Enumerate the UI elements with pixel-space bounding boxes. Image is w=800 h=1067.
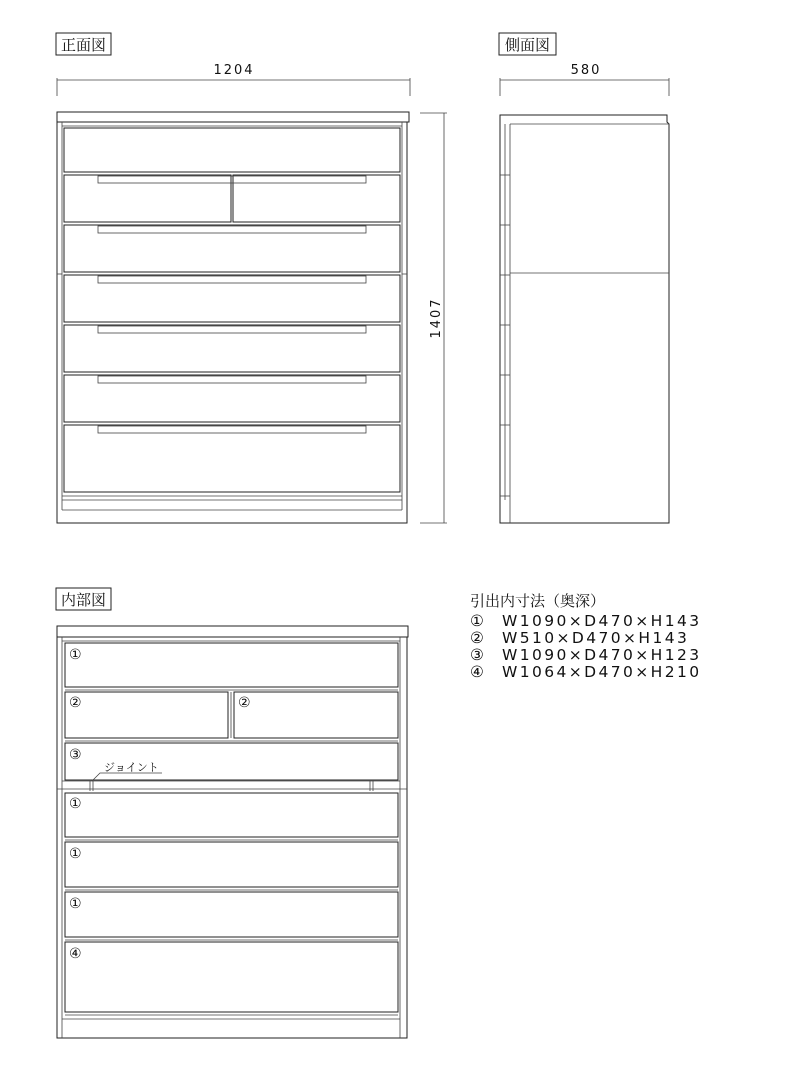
interior-mark-5: ① bbox=[69, 796, 82, 812]
front-drawer-3-handle bbox=[98, 226, 366, 233]
drawer-spec-mark: ③ bbox=[470, 646, 484, 664]
drawer-spec-list bbox=[470, 590, 702, 681]
front-drawer-5 bbox=[64, 325, 400, 372]
drawer-spec-size: W1090×D470×H123 bbox=[502, 646, 702, 664]
front-drawer-1 bbox=[64, 128, 400, 172]
joint-label: ジョイント bbox=[104, 761, 159, 774]
front-drawer-2-left bbox=[64, 175, 231, 222]
drawer-spec-mark: ② bbox=[470, 629, 484, 647]
interior-drawer-1 bbox=[65, 643, 398, 687]
front-drawer-7 bbox=[64, 425, 400, 492]
interior-mark-2: ② bbox=[69, 695, 82, 711]
front-height-value: 1407 bbox=[429, 297, 444, 339]
interior-drawer-7 bbox=[65, 942, 398, 1012]
drawer-spec-mark: ④ bbox=[470, 663, 484, 681]
interior-mark-3: ② bbox=[238, 695, 251, 711]
front-width-dimension bbox=[57, 63, 410, 96]
front-top-plate bbox=[57, 112, 409, 122]
drawer-spec-items bbox=[470, 613, 702, 681]
drawer-spec-size: W1090×D470×H143 bbox=[502, 612, 702, 630]
drawer-spec-size: W1064×D470×H210 bbox=[502, 663, 702, 681]
drawer-spec-item bbox=[470, 630, 702, 647]
front-drawer-4 bbox=[64, 275, 400, 322]
front-view-label: 正面図 bbox=[60, 36, 107, 54]
front-width-value: 1204 bbox=[213, 63, 255, 78]
interior-mark-6: ① bbox=[69, 846, 82, 862]
front-drawer-6-handle bbox=[98, 376, 366, 383]
front-drawer-2-handle bbox=[98, 176, 366, 183]
interior-mark-4: ③ bbox=[69, 747, 82, 763]
interior-view-label: 内部図 bbox=[60, 591, 107, 609]
interior-mark-1: ① bbox=[69, 647, 82, 663]
front-view bbox=[56, 33, 447, 523]
front-drawer-6 bbox=[64, 375, 400, 422]
side-view bbox=[499, 33, 669, 523]
interior-drawer-5 bbox=[65, 842, 398, 887]
interior-mark-8: ④ bbox=[69, 946, 82, 962]
drawer-spec-item bbox=[470, 664, 702, 681]
side-depth-value: 580 bbox=[570, 63, 602, 78]
drawer-spec-mark: ① bbox=[470, 612, 484, 630]
interior-drawer-6 bbox=[65, 892, 398, 937]
front-drawer-5-handle bbox=[98, 326, 366, 333]
interior-drawer-2-left bbox=[65, 692, 228, 738]
front-drawer-2-right bbox=[233, 175, 400, 222]
drawer-spec-item bbox=[470, 647, 702, 664]
interior-mark-7: ① bbox=[69, 896, 82, 912]
interior-view bbox=[56, 588, 408, 1038]
front-drawer-3 bbox=[64, 225, 400, 272]
front-height-dimension bbox=[420, 113, 447, 523]
interior-top-plate bbox=[57, 626, 408, 637]
side-depth-dimension bbox=[500, 63, 669, 96]
side-body bbox=[500, 115, 669, 523]
drawer-spec-item bbox=[470, 613, 702, 630]
interior-drawer-4 bbox=[65, 793, 398, 837]
side-view-label: 側面図 bbox=[504, 36, 551, 54]
front-drawer-7-handle bbox=[98, 426, 366, 433]
drawer-spec-title: 引出内寸法（奥深） bbox=[470, 592, 606, 610]
interior-drawer-2-right bbox=[234, 692, 398, 738]
front-drawer-4-handle bbox=[98, 276, 366, 283]
drawer-spec-size: W510×D470×H143 bbox=[502, 629, 690, 647]
